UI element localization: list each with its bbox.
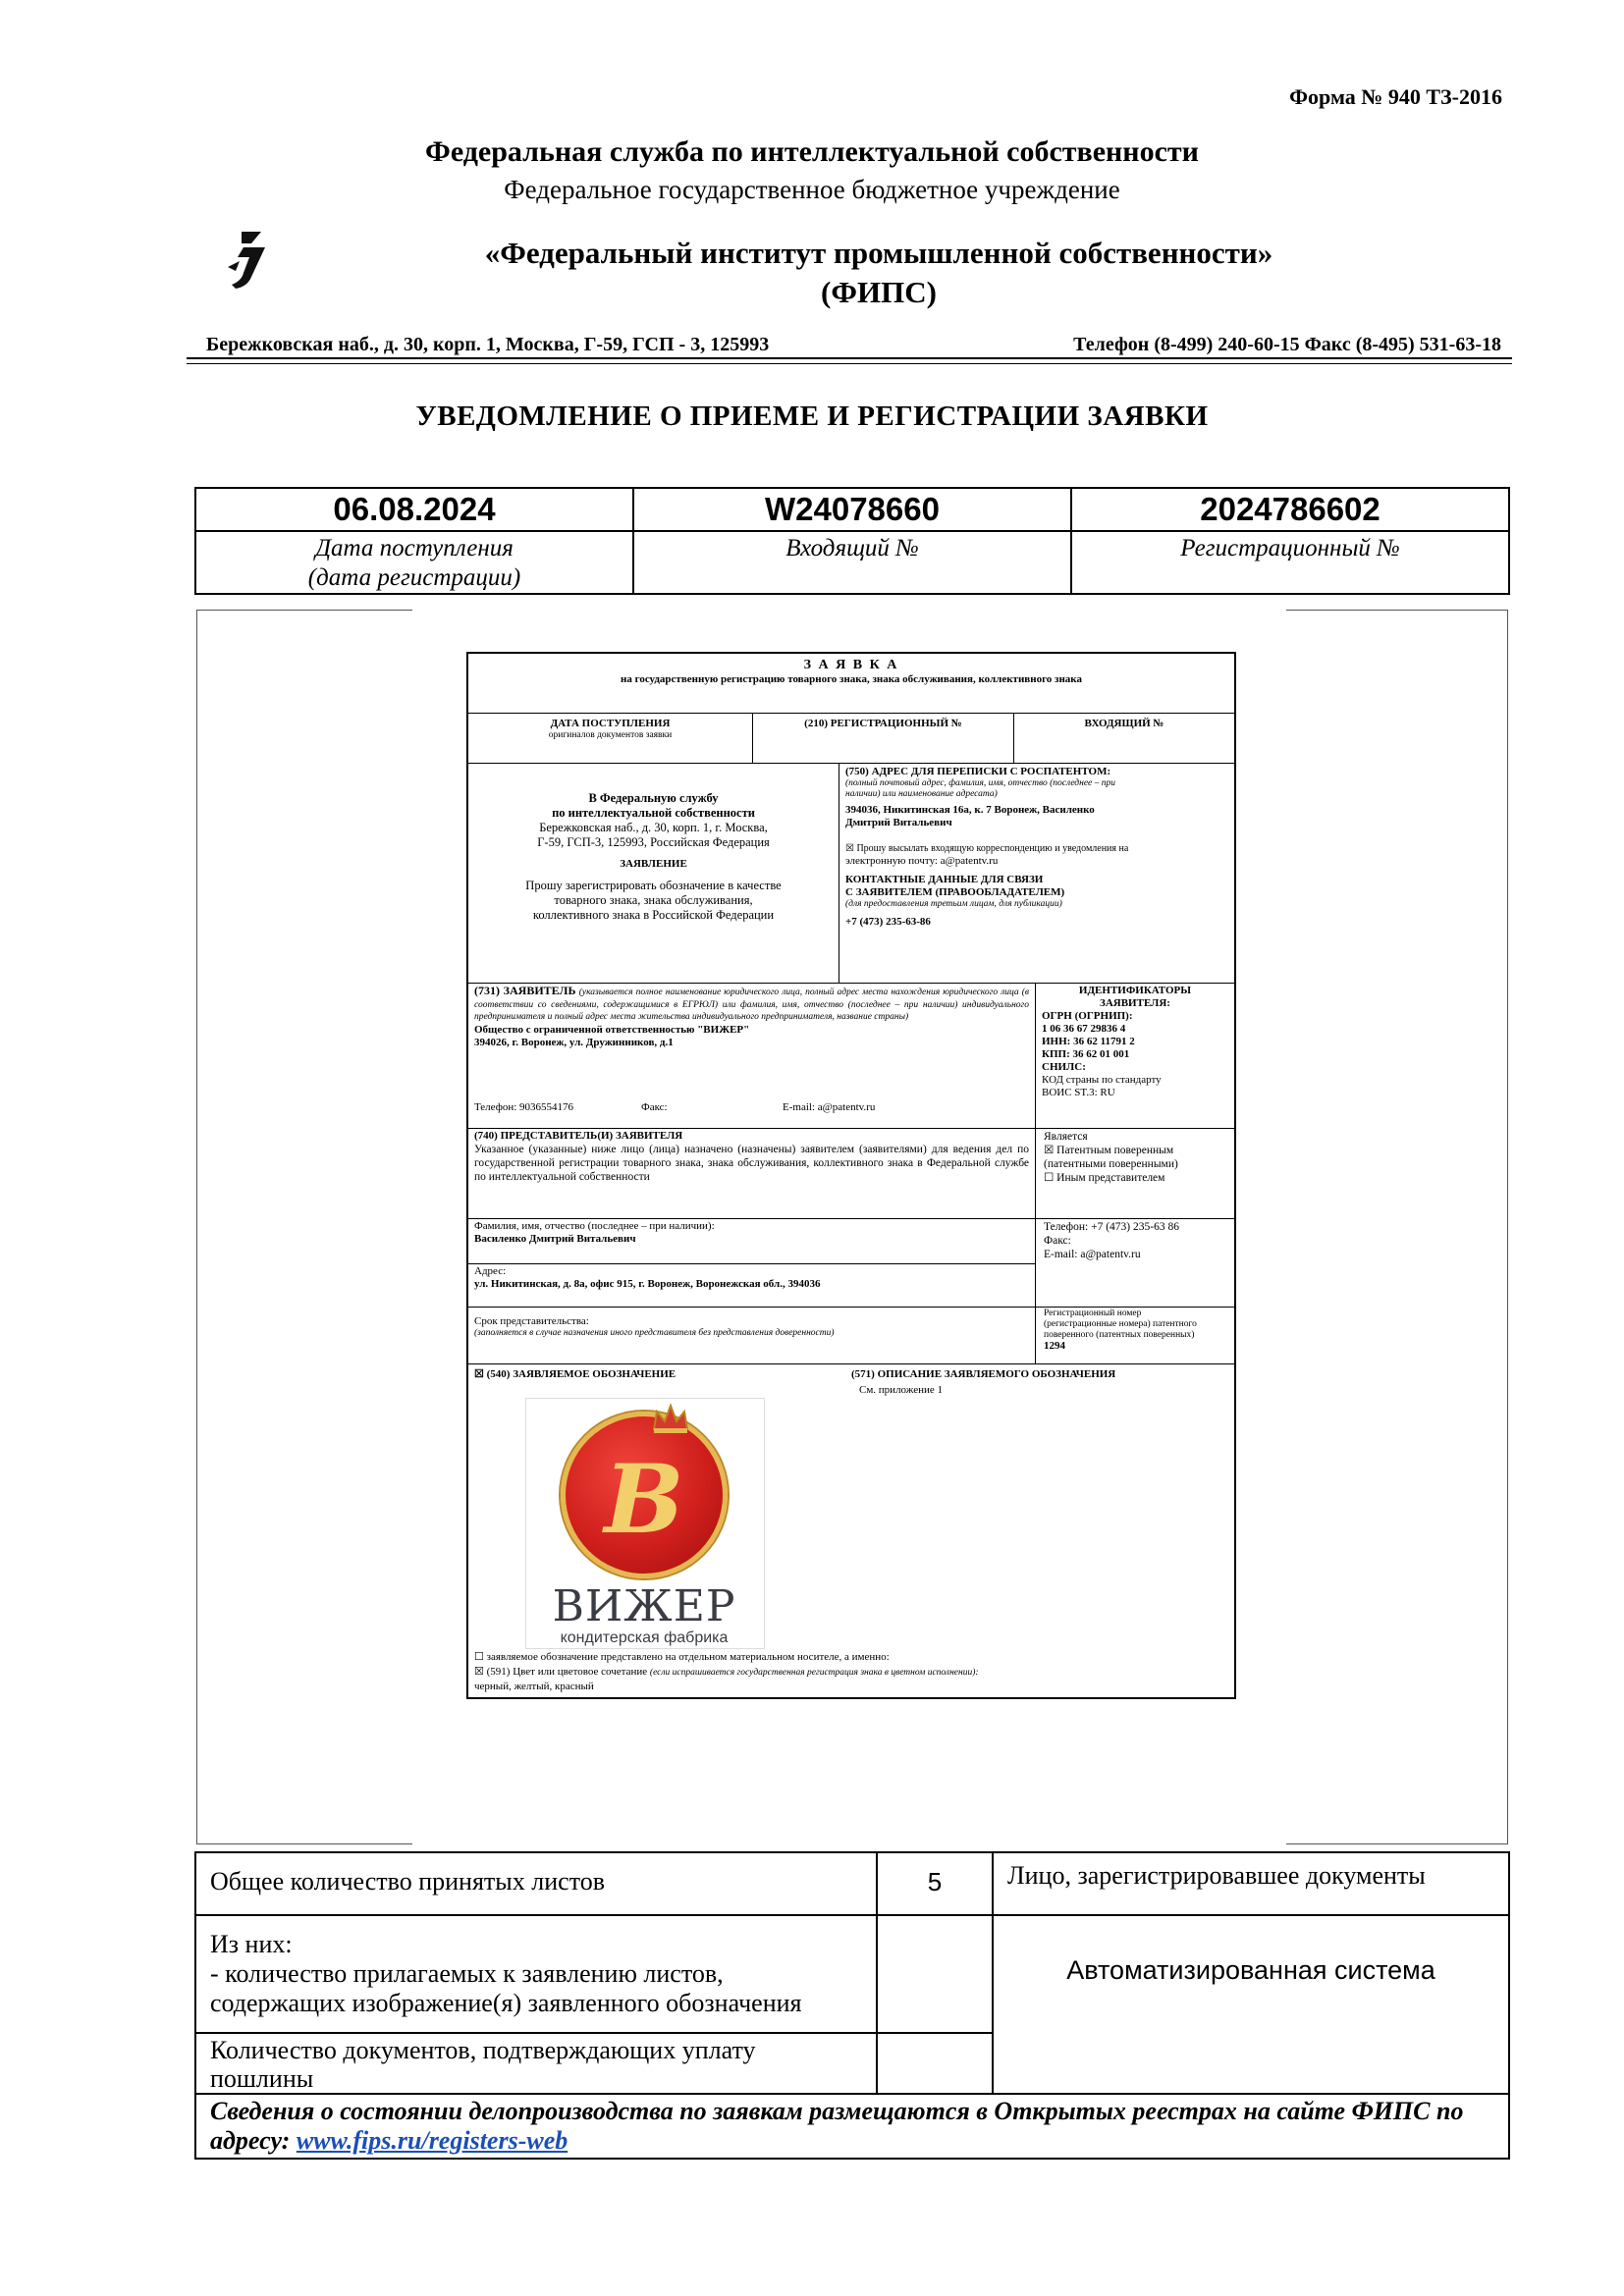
app-separate-medium: ☐ заявляемое обозначение представлено на отдельном материальном носителе, а именно:: [474, 1651, 890, 1663]
app-mark-title: ☒ (540) ЗАЯВЛЯЕМОЕ ОБОЗНАЧЕНИЕ: [474, 1368, 677, 1380]
agency-name: Федеральная служба по интеллектуальной собственности: [425, 135, 1199, 168]
app-rep-addr-cell: [468, 1264, 1036, 1308]
app-patent-reg-1: Регистрационный номер: [1044, 1308, 1142, 1318]
form-number: Форма № 940 ТЗ-2016: [1289, 84, 1502, 109]
app-color-row: [474, 1666, 1230, 1679]
app-rep-cell: [468, 1129, 1036, 1219]
app-rep-kind-cell: [1036, 1129, 1234, 1219]
app-applicant-email: E-mail: a@patentv.ru: [783, 1101, 876, 1113]
app-ids-title-2: ЗАЯВИТЕЛЯ:: [1100, 997, 1170, 1009]
of-them-3: содержащих изображение(я) заявленного обозначения: [210, 1989, 802, 2017]
emblem-letter: B: [604, 1444, 684, 1555]
app-corr-addr-2: Дмитрий Витальевич: [845, 817, 952, 828]
of-them-cell: [195, 1915, 877, 2033]
app-contact-title-2: С ЗАЯВИТЕЛЕМ (ПРАВООБЛАДАТЕЛЕМ): [845, 886, 1065, 898]
total-sheets-label: Общее количество принятых листов: [195, 1852, 877, 1915]
app-kpp: КПП: 36 62 01 001: [1042, 1048, 1130, 1060]
app-snils: СНИЛС:: [1042, 1061, 1086, 1073]
receipt-date-label: [195, 531, 633, 594]
institute-name-line1: «Федеральный институт промышленной собственности»: [484, 236, 1273, 270]
app-term-hint: (заполняется в случае назначения иного представителя без представления доверенности): [474, 1328, 835, 1338]
brand-name: ВИЖЕР: [552, 1581, 736, 1631]
app-color-label: ☒ (591) Цвет или цветовое сочетание: [474, 1666, 648, 1678]
app-to-1: В Федеральную службу: [588, 791, 719, 805]
app-corr-title: (750) АДРЕС ДЛЯ ПЕРЕПИСКИ С РОСПАТЕНТОМ:: [845, 766, 1111, 777]
receipt-date-label-2: (дата регистрации): [307, 564, 521, 591]
frame-gap-bottom: [412, 1839, 1286, 1848]
app-applicant-title: (731) ЗАЯВИТЕЛЬ: [474, 984, 576, 997]
app-rep-opt2: ☐ Иным представителем: [1044, 1172, 1165, 1184]
document-title: УВЕДОМЛЕНИЕ О ПРИЕМЕ И РЕГИСТРАЦИИ ЗАЯВКИ: [415, 400, 1209, 432]
app-desc-value: См. приложение 1: [859, 1384, 944, 1396]
app-rep-opt1-2: (патентными поверенными): [1044, 1158, 1178, 1170]
crown-icon: [651, 1402, 690, 1435]
app-corr-hint-2: наличии) или наименование адресата): [845, 789, 998, 799]
app-rep-is: Является: [1044, 1131, 1088, 1143]
app-patent-reg-2: (регистрационные номера) патентного: [1044, 1319, 1197, 1329]
institute-name: [236, 234, 1522, 312]
app-applicant-hint: (указывается полное наименование юридического лица, полный адрес места нахождения юридического лица (в соответствии со сведениями, содержащимися в ЕГРЮЛ) или фамилия, имя, отчество (последнее – при наличии) индивидуального предпринимателя и полный адрес места жительства индивидуального предпринимателя, название страны): [474, 988, 1029, 1022]
app-fio-label: Фамилия, имя, отчество (последнее – при наличии):: [474, 1220, 715, 1232]
of-them-2: - количество прилагаемых к заявлению листов,: [210, 1959, 724, 1988]
app-applicant-addr: 394026, г. Воронеж, ул. Дружинников, д.1: [474, 1036, 674, 1048]
app-rep-addr: ул. Никитинская, д. 8а, офис 915, г. Воронеж, Воронежская обл., 394036: [474, 1278, 821, 1290]
app-ogrn: 1 06 36 67 29836 4: [1042, 1023, 1126, 1035]
summary-table: [194, 1851, 1510, 2160]
app-fio-cell: [468, 1219, 1036, 1264]
registered-by-label: Лицо, зарегистрировавшее документы: [993, 1852, 1509, 1915]
registration-number: 2024786602: [1071, 488, 1509, 531]
app-rep-opt1-1: ☒ Патентным поверенным: [1044, 1145, 1174, 1156]
institute-phones: Телефон (8-499) 240-60-15 Факс (8-495) 531-63-18: [1073, 334, 1501, 355]
app-contact-phone: +7 (473) 235-63-86: [845, 916, 931, 928]
app-email-pref-1: ☒ Прошу высылать входящую корреспонденцию и уведомления на: [845, 843, 1129, 854]
app-country-code-1: КОД страны по стандарту: [1042, 1074, 1162, 1086]
app-ogrn-label: ОГРН (ОГРНИП):: [1042, 1010, 1133, 1022]
app-reg-cell: (210) РЕГИСТРАЦИОННЫЙ №: [753, 713, 1014, 764]
app-correspondence-cell: [839, 764, 1234, 984]
app-rep-contacts-cell: [1036, 1219, 1234, 1308]
incoming-number: W24078660: [633, 488, 1071, 531]
incoming-number-label: Входящий №: [633, 531, 1071, 594]
institute-abbr: (ФИПС): [821, 275, 937, 309]
app-title: З А Я В К А: [803, 658, 899, 672]
app-addressee-cell: [468, 764, 839, 984]
app-patent-reg-no: 1294: [1044, 1340, 1065, 1352]
fips-registry-link[interactable]: www.fips.ru/registers-web: [296, 2126, 568, 2155]
app-statement-title: ЗАЯВЛЕНИЕ: [620, 858, 687, 870]
app-incoming-cell: ВХОДЯЩИЙ №: [1084, 718, 1164, 729]
header-rule-thin: [187, 363, 1512, 364]
app-corr-addr-1: 394036, Никитинская 16а, к. 7 Воронеж, Василенко: [845, 804, 1095, 816]
app-inn: ИНН: 36 62 11791 2: [1042, 1036, 1135, 1047]
of-them-1: Из них:: [210, 1930, 293, 1958]
fee-docs-cell: [195, 2033, 877, 2094]
fee-docs-2: пошлины: [210, 2064, 314, 2093]
registered-by: Автоматизированная система: [993, 1915, 1509, 2094]
app-rep-phone: Телефон: +7 (473) 235-63 86: [1044, 1221, 1179, 1233]
total-sheets-value: 5: [877, 1852, 993, 1915]
app-corr-hint-1: (полный почтовый адрес, фамилия, имя, отчество (последнее – при: [845, 778, 1116, 788]
app-term-cell: [468, 1308, 1036, 1364]
app-rep-email: E-mail: a@patentv.ru: [1044, 1249, 1141, 1260]
receipt-date: 06.08.2024: [195, 488, 633, 531]
app-statement-2: товарного знака, знака обслуживания,: [554, 893, 753, 907]
app-rep-title: (740) ПРЕДСТАВИТЕЛЬ(И) ЗАЯВИТЕЛЯ: [474, 1130, 683, 1142]
app-to-2: по интеллектуальной собственности: [552, 806, 755, 820]
institute-address: Бережковская наб., д. 30, корп. 1, Москва, Г-59, ГСП - 3, 125993: [206, 334, 770, 355]
app-email-pref-2: электронную почту: a@patentv.ru: [845, 855, 999, 867]
app-desc-title: (571) ОПИСАНИЕ ЗАЯВЛЯЕМОГО ОБОЗНАЧЕНИЯ: [851, 1368, 1116, 1380]
app-country-code-2: ВОИС ST.3: RU: [1042, 1087, 1115, 1098]
registration-table: [194, 487, 1510, 595]
app-contact-hint: (для предоставления третьим лицам, для публикации): [845, 899, 1062, 909]
app-applicant-phone: Телефон: 9036554176: [474, 1101, 574, 1113]
app-applicant-cell: [468, 984, 1036, 1129]
fee-docs-value: [877, 2033, 993, 2094]
app-contact-title-1: КОНТАКТНЫЕ ДАННЫЕ ДЛЯ СВЯЗИ: [845, 874, 1044, 885]
app-patent-reg-cell: [1036, 1308, 1234, 1364]
fee-docs-1: Количество документов, подтверждающих уплату: [210, 2036, 756, 2064]
app-date-cell: [468, 713, 753, 764]
app-ids-title-1: ИДЕНТИФИКАТОРЫ: [1078, 985, 1192, 996]
header-rule: [187, 357, 1512, 359]
image-sheets-value: [877, 1915, 993, 2033]
app-applicant-name: Общество с ограниченной ответственностью "ВИЖЕР": [474, 1023, 750, 1036]
trademark-emblem: [523, 1400, 765, 1653]
registry-note-2: адресу:: [210, 2126, 297, 2155]
registration-number-label: Регистрационный №: [1071, 531, 1509, 594]
app-color-hint: (если испрашивается государственная регистрация знака в цветном исполнении):: [649, 1668, 979, 1678]
app-statement-1: Прошу зарегистрировать обозначение в качестве: [525, 879, 782, 892]
app-patent-reg-3: поверенного (патентных поверенных): [1044, 1330, 1195, 1340]
app-rep-text: Указанное (указанные) ниже лицо (лица) назначено (назначены) заявителем (заявителями) для ведения дел по государственной регистрации товарного знака, знака обслуживания, коллективного знака в Федеральной службе по интеллектуальной собственности: [474, 1144, 1029, 1183]
frame-gap-top: [412, 605, 1286, 614]
app-to-4: Г-59, ГСП-3, 125993, Российская Федерация: [537, 835, 770, 849]
app-term-label: Срок представительства:: [474, 1315, 589, 1327]
institution-type: Федеральное государственное бюджетное учреждение: [504, 175, 1120, 204]
app-date-hint: оригиналов документов заявки: [548, 730, 673, 740]
receipt-date-label-1: Дата поступления: [315, 535, 514, 561]
registry-note-1: Сведения о состоянии делопроизводства по заявкам размещаются в Открытых реестрах на сайте ФИПС по: [210, 2097, 1464, 2125]
app-applicant-fax: Факс:: [641, 1101, 668, 1113]
app-to-3: Бережковская наб., д. 30, корп. 1, г. Москва,: [539, 821, 768, 834]
registry-note: [195, 2094, 1509, 2159]
app-fio: Василенко Дмитрий Витальевич: [474, 1233, 636, 1245]
app-subtitle: на государственную регистрацию товарного знака, знака обслуживания, коллективного знака: [621, 673, 1082, 685]
brand-subtitle: кондитерская фабрика: [560, 1629, 729, 1646]
app-date-label: ДАТА ПОСТУПЛЕНИЯ: [550, 718, 671, 729]
app-statement-3: коллективного знака в Российской Федерации: [532, 908, 775, 922]
app-addr-label: Адрес:: [474, 1265, 507, 1277]
app-color-value: черный, желтый, красный: [474, 1681, 594, 1692]
app-ids-cell: [1036, 984, 1234, 1129]
app-rep-fax: Факс:: [1044, 1235, 1071, 1247]
